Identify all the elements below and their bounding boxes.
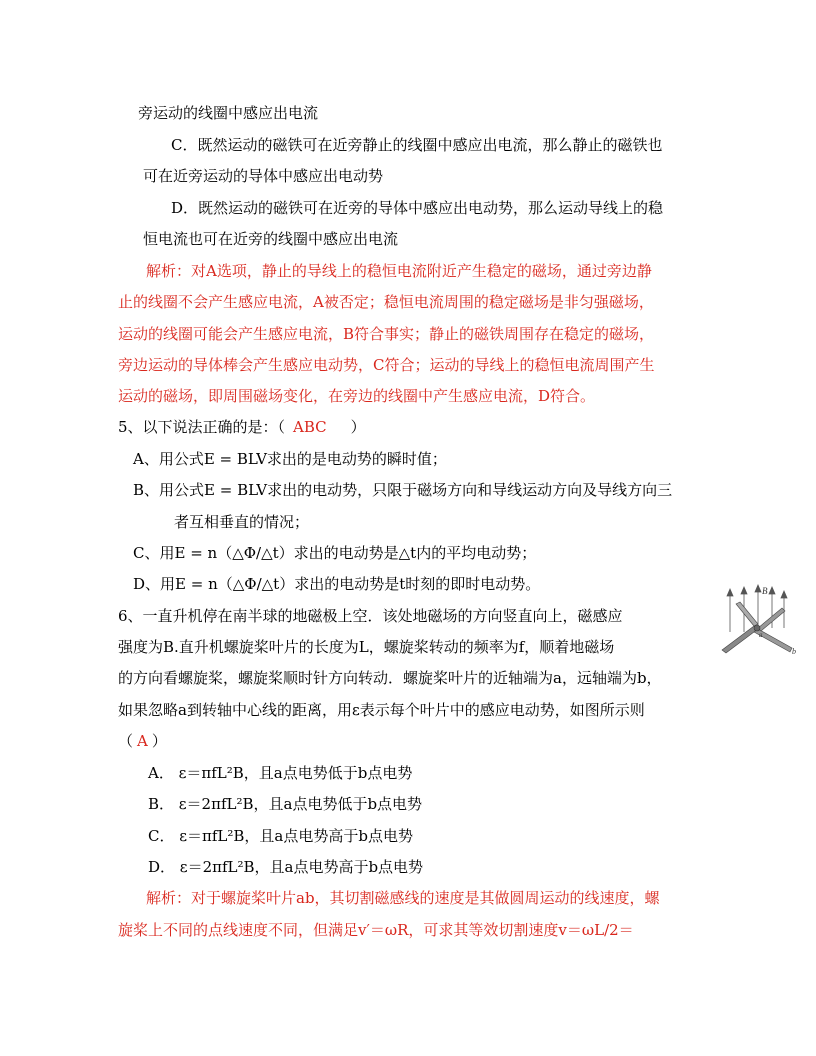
q6-option-c: C． ε＝πfL²B，且a点电势高于b点电势 — [148, 827, 413, 845]
q5-option-a: A、用公式E = BLV求出的是电动势的瞬时值； — [133, 450, 447, 468]
q6-answer-line — [118, 731, 167, 751]
q5-option-d: D、用E = n（△Φ/△t）求出的电动势是t时刻的即时电动势。 — [133, 575, 541, 593]
propeller-blades — [722, 602, 792, 653]
q4-analysis-line1: 解析：对A选项，静止的导线上的稳恒电流附近产生稳定的磁场，通过旁边静 — [146, 262, 652, 280]
q4-option-d-line2: 恒电流也可在近旁的线圈中感应出电流 — [143, 230, 399, 248]
q4-analysis-line4: 旁边运动的导体棒会产生感应电动势，C符合；运动的导线上的稳恒电流周围产生 — [118, 356, 655, 374]
q4-option-c-line1: C．既然运动的磁铁可在近旁静止的线圈中感应出电流，那么静止的磁铁也 — [171, 136, 663, 154]
q5-option-b-line1: B、用公式E = BLV求出的电动势，只限于磁场方向和导线运动方向及导线方向三 — [133, 481, 673, 499]
q6-option-a: A． ε＝πfL²B，且a点电势低于b点电势 — [148, 764, 413, 782]
q4-analysis-line3: 运动的线圈可能会产生感应电流，B符合事实；静止的磁铁周围存在稳定的磁场， — [118, 325, 655, 343]
propeller-figure — [716, 582, 798, 664]
q6-stem-line2: 强度为B.直升机螺旋桨叶片的长度为L，螺旋桨转动的频率为f，顺着地磁场 — [118, 638, 615, 656]
q5-stem — [118, 417, 366, 437]
q5-stem-suffix: ） — [350, 418, 366, 436]
q5-answer: ABC — [293, 418, 327, 436]
q6-analysis-line2: 旋桨上不同的点线速度不同，但满足v′＝ωR，可求其等效切割速度v＝ωL/2＝ — [118, 921, 634, 939]
label-a: a — [759, 631, 763, 639]
q6-answer-close: ） — [151, 732, 167, 750]
q6-stem-line3: 的方向看螺旋桨，螺旋桨顺时针方向转动．螺旋桨叶片的近轴端为a，远轴端为b， — [118, 669, 662, 687]
q6-answer: A — [137, 732, 148, 750]
q6-option-b: B． ε＝2πfL²B，且a点电势低于b点电势 — [148, 795, 423, 813]
q6-analysis-line1: 解析：对于螺旋桨叶片ab，其切割磁感线的速度是其做圆周运动的线速度，螺 — [146, 889, 660, 907]
q5-stem-prefix: 5、以下说法正确的是：（ — [118, 418, 286, 436]
q4-analysis-line2: 止的线圈不会产生感应电流，A被否定；稳恒电流周围的稳定磁场是非匀强磁场， — [118, 293, 654, 311]
q6-stem-line1: 6、一直升机停在南半球的地磁极上空．该处地磁场的方向竖直向上，磁感应 — [118, 607, 623, 625]
q6-option-d: D． ε＝2πfL²B，且a点电势高于b点电势 — [148, 858, 424, 876]
q6-answer-open: （ — [118, 732, 134, 750]
q4-option-b-continuation: 旁运动的线圈中感应出电流 — [138, 104, 319, 122]
q4-option-c-line2: 可在近旁运动的导体中感应出电动势 — [143, 167, 384, 185]
q4-option-d-line1: D．既然运动的磁铁可在近旁的导体中感应出电动势，那么运动导线上的稳 — [171, 199, 664, 217]
q6-stem-line4: 如果忽略a到转轴中心线的距离，用ε表示每个叶片中的感应电动势，如图所示则 — [118, 701, 645, 719]
q4-analysis-line5: 运动的磁场，即周围磁场变化，在旁边的线圈中产生感应电流，D符合。 — [118, 387, 596, 405]
q5-option-b-line2: 者互相垂直的情况； — [174, 513, 310, 531]
field-label: B — [762, 586, 768, 596]
label-b: b — [792, 647, 796, 656]
q5-option-c: C、用E = n（△Φ/△t）求出的电动势是△t内的平均电动势； — [133, 544, 537, 562]
